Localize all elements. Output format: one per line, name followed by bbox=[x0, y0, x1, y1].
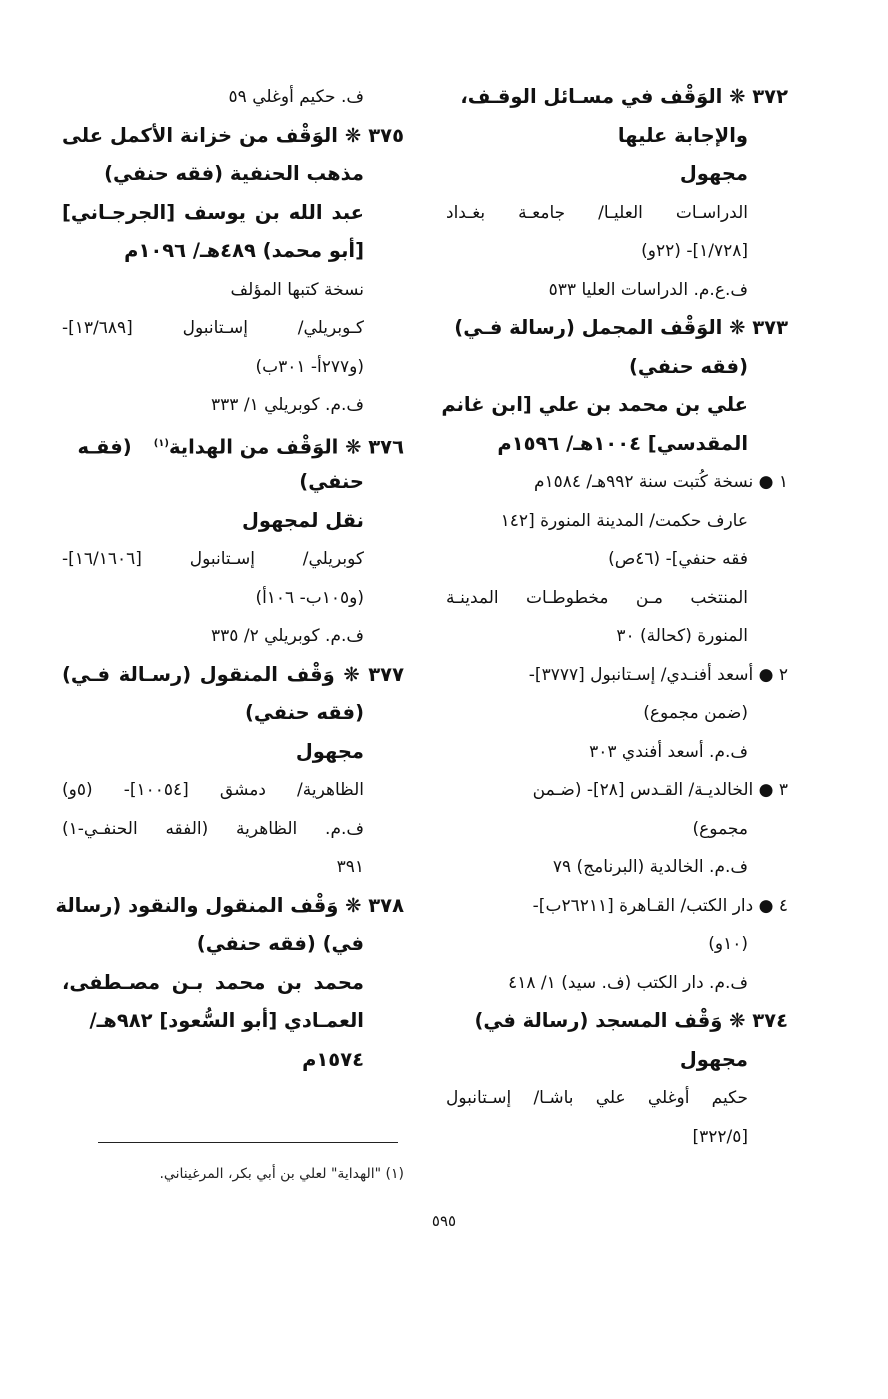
entry-title-cont: مذهب الحنفية (فقه حنفي) bbox=[104, 162, 364, 185]
entry-heading: ٣٧٥ ❋ الوَقْف من خزانة الأكمل على bbox=[62, 123, 404, 147]
entry-location: عارف حكمت/ المدينة المنورة [١٤٢ bbox=[500, 510, 748, 531]
entry-shelfmark: [١/٧٢٨]- (٢٢و) bbox=[641, 241, 748, 261]
copy-item: ٤ ● دار الكتب/ القـاهرة [٢٦٢١١ب]- bbox=[532, 895, 788, 916]
entry-author: مجهول bbox=[679, 1047, 748, 1071]
entry-catalog-ref: ف. حكيم أوغلي ٥٩ bbox=[228, 87, 364, 107]
entry-heading: ٣٧٤ ❋ وَقْف المسجد (رسالة في) bbox=[474, 1009, 788, 1032]
copy-item: ٣ ● الخالديـة/ القـدس [٢٨]- (ضـمن bbox=[532, 780, 788, 800]
entry-author: عبد الله بن يوسف [الجرجـاني] bbox=[62, 200, 364, 224]
entry-subject: حنفي) bbox=[299, 470, 364, 493]
page-number: ٥٩٥ bbox=[431, 1212, 457, 1230]
entry-location: الدراسـات العليـا/ جامعـة بغـداد bbox=[446, 202, 748, 223]
footnote-ref: (١) bbox=[153, 437, 169, 449]
entry-title-cont: في) (فقه حنفي) bbox=[196, 932, 364, 955]
entry-author: مجهول bbox=[679, 162, 748, 185]
entry-heading bbox=[62, 425, 404, 464]
entry-shelfmark: (و٢٧٧أ- ٣٠١ب) bbox=[255, 356, 364, 377]
copy-item: ٢ ● أسعد أفنـدي/ إسـتانبول [٣٧٧٧]- bbox=[528, 664, 788, 685]
entry-heading-text: ٣٧٦ ❋ الوَقْف من الهداية bbox=[168, 435, 404, 458]
footnote-text: "الهداية" لعلي بن أبي بكر، المرغيناني. bbox=[159, 1166, 382, 1182]
entry-catalog-ref: ف.م. كوبريلي ١/ ٣٣٣ bbox=[211, 395, 364, 415]
entry-shelfmark: (١٠و) bbox=[708, 934, 748, 954]
entry-catalog-ref: ف.ع.م. الدراسات العليا ٥٣٣ bbox=[548, 279, 748, 300]
entry-catalog-ref: ٣٩١ bbox=[336, 857, 364, 877]
entry-author: علي بن محمد بن علي [ابن غانم bbox=[441, 393, 748, 416]
entry-location: كـوبريلي/ إسـتانبول [١٣/٦٨٩]- bbox=[62, 318, 364, 338]
entry-catalog-ref: ف.م. أسعد أفندي ٣٠٣ bbox=[589, 741, 748, 762]
entry-shelfmark: (ضمن مجموع) bbox=[643, 703, 748, 723]
entry-shelfmark: (و١٠٥ب- ١٠٦أ) bbox=[255, 587, 364, 608]
entry-shelfmark: [٣٢٢/٥] bbox=[692, 1126, 748, 1147]
entry-catalog-ref: المنورة (كحالة) ٣٠ bbox=[616, 626, 748, 646]
entry-catalog-ref: ف.م. الظاهرية (الفقه الحنفـي-١) bbox=[62, 818, 364, 839]
entry-author: نقل لمجهول bbox=[241, 508, 364, 532]
entry-subject: (فقه حنفي) bbox=[244, 701, 364, 724]
entry-subject-start: (فقـه bbox=[77, 435, 132, 458]
entry-catalog-ref: المنتخب مـن مخطوطـات المدينـة bbox=[446, 587, 748, 608]
entry-catalog-ref: ف.م. دار الكتب (ف. سيد) ١/ ٤١٨ bbox=[508, 972, 748, 993]
footnote-divider bbox=[98, 1142, 398, 1143]
entry-heading: ٣٧٧ ❋ وَقْف المنقول (رسـالة فـي) bbox=[62, 662, 404, 686]
entry-location: الظاهرية/ دمشق [١٠٠٥٤]- (٥و) bbox=[62, 780, 365, 800]
entry-title-cont: والإجابة عليها bbox=[617, 123, 748, 147]
entry-heading: ٣٧٨ ❋ وَقْف المنقول والنقود (رسالة bbox=[55, 893, 404, 917]
entry-location: كوبريلي/ إسـتانبول [١٦/١٦٠٦]- bbox=[62, 549, 364, 569]
entry-note: نسخة كتبها المؤلف bbox=[230, 279, 364, 300]
footnote-marker: (١) bbox=[385, 1166, 404, 1182]
entry-author-dates: المقدسي] ١٠٠٤هـ/ ١٥٩٦م bbox=[497, 431, 748, 455]
entry-shelfmark: مجموع) bbox=[692, 818, 748, 839]
entry-heading: ٣٧٣ ❋ الوَقْف المجمل (رسالة فـي) bbox=[454, 316, 788, 339]
entry-author: العمـادي [أبو السُّعود] ٩٨٢هـ/ bbox=[89, 1009, 364, 1032]
entry-author: محمد بن محمد بـن مصـطفى، bbox=[62, 970, 364, 994]
entry-catalog-ref: ف.م. كوبريلي ٢/ ٣٣٥ bbox=[211, 626, 364, 646]
entry-author-dates: [أبو محمد) ٤٨٩هـ/ ١٠٩٦م bbox=[124, 239, 364, 262]
entry-heading: ٣٧٢ ❋ الوَقْف في مسـائل الوقـف، bbox=[460, 85, 788, 108]
entry-author: مجهول bbox=[295, 739, 364, 763]
footnote bbox=[60, 1162, 404, 1186]
entry-subject: (فقه حنفي) bbox=[628, 354, 748, 378]
entry-author-dates: ١٥٧٤م bbox=[302, 1047, 364, 1071]
entry-shelfmark: فقه حنفي]- (٤٦ص) bbox=[608, 549, 748, 569]
right-column bbox=[441, 78, 788, 1156]
entry-catalog-ref: ف.م. الخالدية (البرنامج) ٧٩ bbox=[552, 857, 748, 877]
entry-location: حكيم أوغلي علي باشـا/ إسـتانبول bbox=[446, 1088, 748, 1108]
left-column bbox=[55, 78, 404, 1079]
copy-item: ١ ● نسخة كُتبت سنة ٩٩٢هـ/ ١٥٨٤م bbox=[533, 472, 788, 492]
